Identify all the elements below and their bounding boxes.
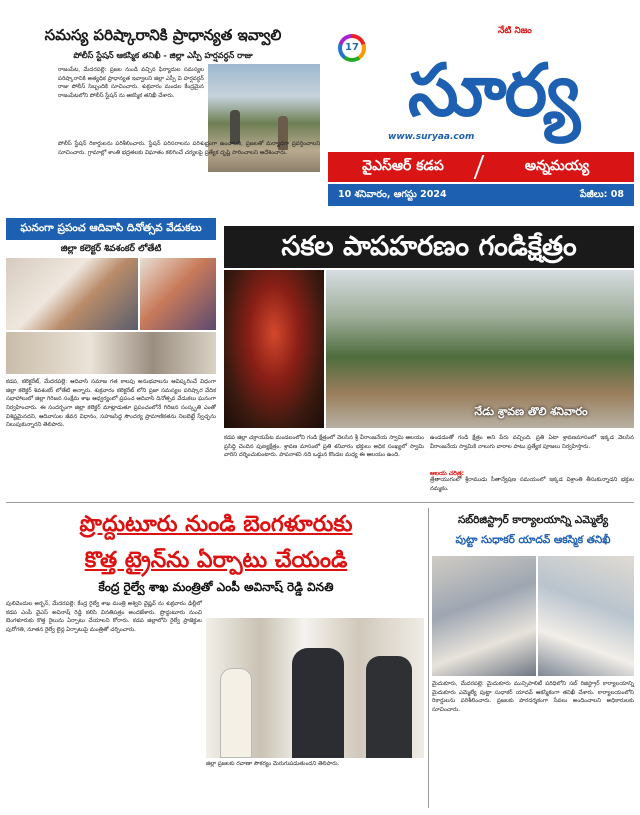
tribal-story-photo-3 xyxy=(6,332,216,374)
rail-story-photo xyxy=(206,618,424,758)
website-url: www.suryaa.com xyxy=(388,132,475,142)
temple-story-body-right-2: త్రేతాయుగంలో శ్రీరాముడు సీతాన్వేషణ సమయంలో ఇక్కడ విశ్రాంతి తీసుకున్నాడని భక్తుల నమ్మకం. xyxy=(430,477,634,492)
registrar-story-headline-line2: పుట్టా సుధాకర్ యాదవ్ ఆకస్మిక తనిఖీ xyxy=(455,534,611,546)
temple-photo-caption: నేడు శ్రావణ తొలి శనివారం xyxy=(474,405,588,418)
tribal-story-body: కడప, కలెక్టరేట్, మేదరపల్లె: ఆదివాసి సమాజ గత కాలపు అనుభవాలను ఆవిష్కరించే విధంగా జిల్లా కలెక్టర్ శివశంకర్ లోతేటి అన్నారు. శుక్రవారం కలెక్టరేట్ లోని ప్రజా సమస్యల పరిష్కార వేదిక సభాహాలులో జిల్లా గిరిజన సంక్షేమ శాఖ ఆధ్వర్యంలో ప్రపంచ ఆదివాసి దినోత్సవ వేడుకలు ఘనంగా నిర్వహించారు. ఈ సందర్భంగా జిల్లా కలెక్టర్ మాట్లాడుతూ ప్రపంచంలోనే గిరిజన సంస్కృతి ఎంతో విశిష్టమైనదని, ఆదివాసుల జీవన విధానం, సహజసిద్ధ సౌందర్య ప్రామాణికతను నిలబెట్టే స్వేచ్ఛను నిలుపుకున్నారని తెలిపారు. xyxy=(6,379,216,429)
rail-story-body-continued: జిల్లా ప్రజలకు రవాణా సౌకర్యం మెరుగుపడుతుందని తెలిపారు. xyxy=(206,761,340,767)
top-story-body-continued: పోలీస్ స్టేషన్ రికార్డులను పరిశీలించారు. స్టేషన్ పరిసరాలను పరిశుభ్రంగా ఉంచాలని, ప్రజలతో మర్యాదగా ప్రవర్తించాలని సూచించారు. గ్రామాల్లో శాంతి భద్రతలకు విఘాతం కలిగించే చర్యలపై ప్రత్యేక దృష్టి సారించాలని ఆదేశించారు. xyxy=(58,141,320,156)
page-count: పేజీలు: 08 xyxy=(579,188,624,200)
anniversary-number: 17 xyxy=(342,38,362,58)
top-story-subhead: పోలీస్ స్టేషన్ ఆకస్మిక తనిఖీ - జిల్లా ఎస్పీ హర్షవర్ధన్ రాజు xyxy=(73,50,253,60)
registrar-story-headline-line1: సబ్‌రిజిస్ట్రార్ కార్యాలయాన్ని ఎమ్మెల్యే xyxy=(457,514,609,526)
newspaper-nameplate: సూర్య xyxy=(407,47,579,132)
rail-story-body: పులివెందుల అర్బన్, మేదరపల్లె: కేంద్ర రైల్వే శాఖ మంత్రి అశ్విని వైష్ణవ్ ను శుక్రవారం ఢిల్లీలో కడప ఎంపీ వైఎస్ అవినాష్ రెడ్డి కలిసి వినతిపత్రం అందజేశారు. ప్రొద్దుటూరు నుంచి బెంగళూరుకు కొత్త రైలును ఏర్పాటు చేయాలని కోరారు. కడప జిల్లాలోని రైల్వే ప్రాజెక్టుల పురోగతి, నూతన రైల్వే లైన్ల ఏర్పాటుపై మంత్రితో చర్చించారు. xyxy=(6,601,202,633)
rail-story-headline-line1: ప్రొద్దుటూరు నుండి బెంగళూరుకు xyxy=(79,512,353,537)
issue-date: 10 శనివారం, ఆగస్టు 2024 xyxy=(338,188,447,200)
masthead-tagline: నేటి నిజం xyxy=(498,26,532,36)
section-name-left: వైఎస్ఆర్ కడప xyxy=(362,157,444,174)
tribal-story-photo-1 xyxy=(6,258,138,330)
tribal-story-photo-2 xyxy=(140,258,216,330)
rail-story-subhead: కేంద్ర రైల్వే శాఖ మంత్రితో ఎంపీ అవినాష్ రెడ్డి వినతి xyxy=(98,580,334,594)
masthead xyxy=(328,20,634,148)
temple-story-headline: సకల పాపహరణం గండిక్షేత్రం xyxy=(224,226,634,268)
column-rule xyxy=(428,508,429,808)
temple-story-body-right: ఉండడంతో గండి క్షేత్రం అని పేరు వచ్చింది. ప్రతి ఏటా శ్రావణమాసంలో ఇక్కడ వెలసిన వీరాంజనేయ స్వామికి నాలుగు వారాల పాటు ప్రత్యేక పూజలు నిర్వహిస్తారు. xyxy=(430,435,634,450)
section-name-right: అన్నమయ్య xyxy=(524,157,590,174)
registrar-story-body: మైదుకూరు, మేదరపల్లె: మైదుకూరు మున్సిపాలిటీ పరిధిలోని సబ్ రిజిస్ట్రార్ కార్యాలయాన్ని మైదుకూరు ఎమ్మెల్యే పుట్టా సుధాకర్ యాదవ్ ఆకస్మికంగా తనిఖీ చేశారు. కార్యాలయంలోని రికార్డులను పరిశీలించారు. ప్రజలకు పారదర్శకంగా సేవలు అందించాలని అధికారులకు సూచించారు. xyxy=(432,681,634,713)
top-story-headline: సమస్య పరిష్కారానికి ప్రాధాన్యత ఇవ్వాలి xyxy=(44,26,282,44)
tribal-story-headline: ఘనంగా ప్రపంచ ఆదివాసి దినోత్సవ వేడుకలు xyxy=(6,218,216,240)
section-rule xyxy=(6,502,634,503)
section-bar xyxy=(328,152,634,182)
rail-story-headline-line2: కొత్త ట్రైన్‌ను ఏర్పాటు చేయండి xyxy=(84,548,348,573)
tribal-story-subhead: జిల్లా కలెక్టర్ శివశంకర్ లోతేటి xyxy=(60,244,162,254)
registrar-story-photo-2 xyxy=(538,556,634,676)
deity-photo xyxy=(224,270,324,428)
date-bar xyxy=(328,184,634,206)
top-story-body: రాజంపేట, మేదరపల్లె: ప్రజల నుండి వచ్చిన ఫిర్యాదుల సమస్యల పరిష్కారానికి అత్యధిక ప్రాధాన్యత ఇవ్వాలని జిల్లా ఎస్పీ వి హర్షవర్ధన్ రాజు పోలీస్ సిబ్బందికి సూచించారు. శుక్రవారం మండల కేంద్రమైన రాజంపేటలోని పోలీస్ స్టేషన్ ను ఆకస్మిక తనిఖీ చేశారు. xyxy=(58,67,204,99)
registrar-story-photo-1 xyxy=(432,556,536,676)
temple-story-body-left: కడప జిల్లా చక్రాయపేట మండలంలోని గండి క్షేత్రంలో వెలసిన శ్రీ వీరాంజనేయ స్వామి ఆలయం ప్రసిద్ధి చెందిన పుణ్యక్షేత్రం. శ్రావణ మాసంలో ప్రతి శనివారం భక్తులు అధిక సంఖ్యలో స్వామి వారిని దర్శించుకుంటారు. పాపనాశని నది ఒడ్డున కొండల మధ్య ఈ ఆలయం ఉంది. xyxy=(224,435,424,459)
temple-note-label: ఆలయ చరిత్ర: xyxy=(430,470,465,477)
